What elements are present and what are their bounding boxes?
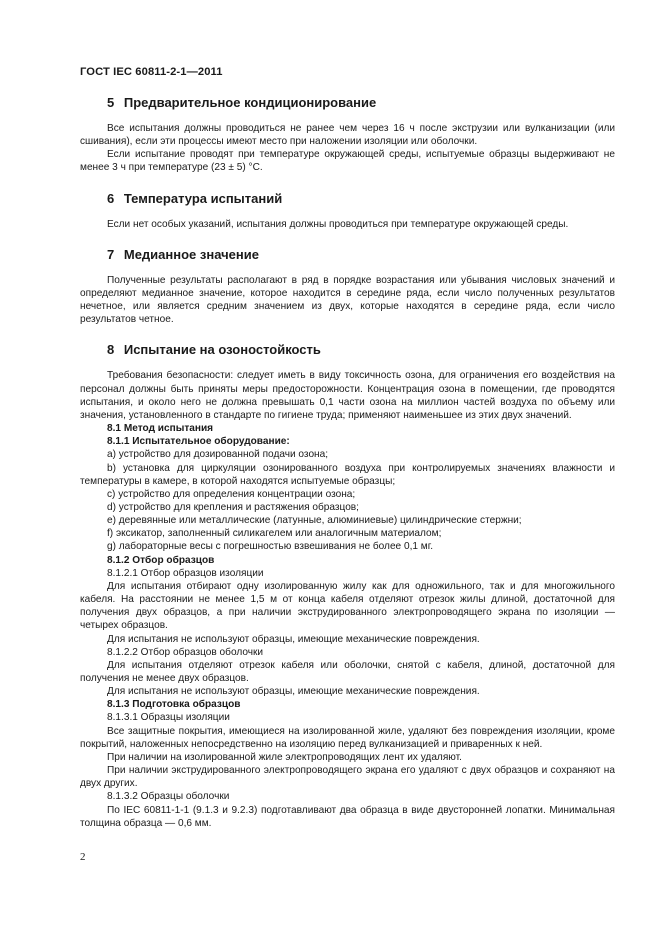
paragraph: При наличии на изолированной жиле электропроводящих лент их удаляют. xyxy=(107,751,462,763)
subsection-heading: 8.1.2.2 Отбор образцов оболочки xyxy=(107,646,264,658)
section-number: 6 xyxy=(107,190,115,206)
section-7-heading xyxy=(80,247,615,263)
list-item: e) деревянные или металлические (латунные, алюминиевые) цилиндрические стержни; xyxy=(107,515,522,527)
subsection-heading: 8.1.1 Испытательное оборудование: xyxy=(107,436,290,448)
paragraph: Если нет особых указаний, испытания должны проводиться при температуре окружающей среды. xyxy=(107,218,569,230)
section-title: Предварительное кондиционирование xyxy=(123,95,377,110)
paragraph: Все защитные покрытия, имеющиеся на изолированной жиле, удаляют без повреждения изоляции, кроме покрытий, наложенных непосредственно на изоляцию перед вулканизацией и приваренных к ней. xyxy=(80,725,615,750)
document-code: ГОСТ IEC 60811-2-1—2011 xyxy=(80,66,223,78)
subsection-heading: 8.1.3.1 Образцы изоляции xyxy=(107,712,230,724)
subsection-heading: 8.1.2 Отбор образцов xyxy=(107,554,215,566)
paragraph: Если испытание проводят при температуре окружающей среды, испытуемые образцы выдерживают не менее 3 ч при температуре (23 ± 5) °С. xyxy=(80,149,615,174)
page-number: 2 xyxy=(80,851,86,863)
subsection-heading: 8.1.3 Подготовка образцов xyxy=(107,699,241,711)
section-number: 8 xyxy=(107,342,115,358)
list-item: d) устройство для крепления и растяжения образцов; xyxy=(107,501,359,513)
section-title: Испытание на озоностойкость xyxy=(123,342,321,358)
list-item: g) лабораторные весы с погрешностью взвешивания не более 0,1 мг. xyxy=(107,541,434,553)
paragraph: Требования безопасности: следует иметь в виду токсичность озона, для ограничения его воздействия на персонал должны быть приняты меры предосторожности. Концентрация озона в помещении, где проводятся испытания, и около него не должна превышать 0,1 части озона на миллион частей воздуха по объему или значения, установленного в стандарте по гигиене труда; применяют наименьшее из этих двух значений. xyxy=(80,370,615,421)
paragraph: Полученные результаты располагают в ряд в порядке возрастания или убывания числовых значений и определяют медианное значение, которое находится в середине ряда, если число полученных результатов нечетное, или является средним значением из двух, которые находятся в середине ряда, если число результатов четное. xyxy=(80,274,615,326)
section-5-heading xyxy=(80,95,615,111)
paragraph: Для испытания отбирают одну изолированную жилу как для одножильного, так и для многожильного кабеля. На расстоянии не менее 1,5 м от конца кабеля отделяют отрезок жилы длиной, достаточной для получения двух образцов, а при наличии экструдированного электропроводящего экрана по изоляции — четырех образцов. xyxy=(80,580,615,632)
subsection-heading: 8.1 Метод испытания xyxy=(107,423,214,435)
paragraph: Для испытания не используют образцы, имеющие механические повреждения. xyxy=(107,686,480,698)
list-item: a) устройство для дозированной подачи озона; xyxy=(107,449,329,461)
section-8-heading xyxy=(80,342,615,358)
section-6-heading xyxy=(80,191,615,207)
section-number: 7 xyxy=(107,246,115,262)
list-item: b) установка для циркуляции озонированного воздуха при контролируемых значениях влажности и температуры в камере, в которой находятся испытуемые образцы; xyxy=(80,462,615,487)
document-page xyxy=(80,66,615,830)
paragraph: По IEC 60811-1-1 (9.1.3 и 9.2.3) подготавливают два образца в виде двусторонней лопатки. Минимальная толщина образца — 0,6 мм. xyxy=(80,804,615,829)
section-title: Медианное значение xyxy=(123,246,259,262)
section-number: 5 xyxy=(107,95,115,110)
paragraph: Для испытания не используют образцы, имеющие механические повреждения. xyxy=(107,633,480,645)
paragraph: При наличии экструдированного электропроводящего экрана его удаляют с двух образцов и сохраняют на двух других. xyxy=(80,765,615,790)
subsection-heading: 8.1.2.1 Отбор образцов изоляции xyxy=(107,567,264,579)
paragraph: Для испытания отделяют отрезок кабеля или оболочки, снятой с кабеля, длиной, достаточной для получения не менее двух образцов. xyxy=(80,659,615,684)
paragraph: Все испытания должны проводиться не ранее чем через 16 ч после экструзии или вулканизации (или сшивания), если эти процессы имеют место при наложении изоляции или оболочки. xyxy=(80,123,615,148)
list-item: c) устройство для определения концентрации озона; xyxy=(107,488,356,500)
subsection-heading: 8.1.3.2 Образцы оболочки xyxy=(107,791,230,803)
section-title: Температура испытаний xyxy=(123,190,283,206)
list-item: f) эксикатор, заполненный силикагелем или аналогичным материалом; xyxy=(107,528,442,540)
